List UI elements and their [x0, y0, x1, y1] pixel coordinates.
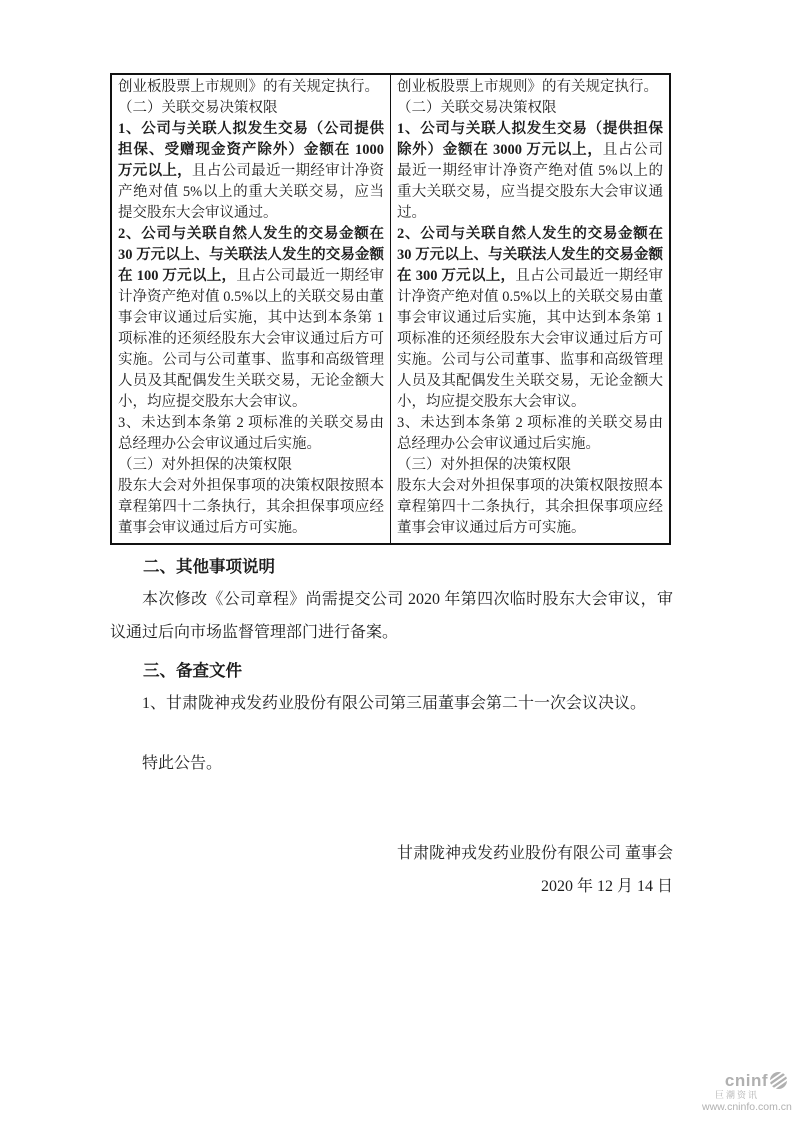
original-clause-cell [111, 74, 391, 544]
clause-line: 创业板股票上市规则》的有关规定执行。 [118, 79, 379, 95]
cninfo-brand-text: cninf [724, 1070, 768, 1090]
clause-paragraph [397, 119, 663, 224]
closing-statement: 特此公告。 [142, 755, 223, 772]
clause-line: （三）对外担保的决策权限 [397, 457, 571, 473]
clause-line: 3、未达到本条第 2 项标准的关联交易由总经理办公会审议通过后实施。 [118, 415, 384, 452]
clause-text-bold: 2、公司与关联自然人发生的交易金额在 30 万元以上、与关联法人发生的交易金额在 300 万元以上， [397, 226, 663, 284]
clause-line: （二）关联交易决策权限 [118, 100, 278, 116]
clause-line: 股东大会对外担保事项的决策权限按照本章程第四十二条执行，其余担保事项应经董事会审议通过后方可实施。 [118, 478, 384, 536]
clause-text: 且占公司最近一期经审计净资产绝对值 5%以上的重大关联交易，应当提交股东大会审议通过。 [118, 163, 385, 221]
clause-line: （三）对外担保的决策权限 [118, 457, 292, 473]
section-heading-reference-documents: 三、备查文件 [143, 662, 242, 680]
section-heading-other-matters: 二、其他事项说明 [143, 558, 275, 576]
table-row [111, 74, 670, 544]
clause-text-bold: 1、公司与关联人拟发生交易（公司提供担保、受赠现金资产除外）金额在 1000 万元以上， [118, 121, 384, 179]
cninfo-url: www.cninfo.com.cn [702, 1100, 792, 1113]
cninfo-watermark [702, 1071, 790, 1113]
clause-text-bold: 1、公司与关联人拟发生交易（提供担保除外）金额在 3000 万元以上， [397, 121, 663, 158]
amended-clause-cell [391, 74, 671, 544]
clause-paragraph [118, 119, 384, 224]
clause-line: 股东大会对外担保事项的决策权限按照本章程第四十二条执行，其余担保事项应经董事会审议通过后方可实施。 [397, 478, 663, 536]
clause-text-bold: 2、公司与关联自然人发生的交易金额在 30 万元以上、与关联法人发生的交易金额在 100 万元以上， [118, 226, 384, 284]
clause-line: 创业板股票上市规则》的有关规定执行。 [397, 79, 658, 95]
clause-text: 且占公司最近一期经审计净资产绝对值 0.5%以上的关联交易由董事会审议通过后实施，其中达到本条第 1 项标准的还须经股东大会审议通过后方可实施。公司与公司董事、监事和高级管理人员及其配偶发生关联交易，无论金额大小，均应提交股东大会审议。 [118, 268, 385, 410]
clause-paragraph [118, 224, 384, 413]
cninfo-brand-chinese: 巨潮资讯 [714, 1089, 759, 1100]
clause-paragraph [397, 224, 663, 413]
document-content [110, 73, 673, 903]
clause-line: （二）关联交易决策权限 [397, 100, 557, 116]
signature-date: 2020 年 12 月 14 日 [540, 878, 673, 895]
other-matters-paragraph: 本次修改《公司章程》尚需提交公司 2020 年第四次临时股东大会审议，审议通过后向市场监督管理部门进行备案。 [110, 591, 673, 641]
watermark-brand-row [702, 1071, 790, 1090]
amendment-comparison-table [110, 73, 671, 545]
clause-text: 且占公司最近一期经审计净资产绝对值 0.5%以上的关联交易由董事会审议通过后实施，其中达到本条第 1 项标准的还须经股东大会审议通过后方可实施。公司与公司董事、监事和高级管理人员及其配偶发生关联交易，无论金额大小，均应提交股东大会审议。 [397, 268, 664, 410]
signature-company: 甘肃陇神戎发药业股份有限公司 董事会 [396, 845, 673, 862]
clause-text: 且占公司最近一期经审计净资产绝对值 5%以上的重大关联交易，应当提交股东大会审议通过。 [397, 142, 663, 221]
cninfo-swirl-icon [769, 1071, 788, 1090]
clause-line: 3、未达到本条第 2 项标准的关联交易由总经理办公会审议通过后实施。 [397, 415, 663, 452]
reference-document-item: 1、甘肃陇神戎发药业股份有限公司第三届董事会第二十一次会议决议。 [142, 695, 647, 712]
